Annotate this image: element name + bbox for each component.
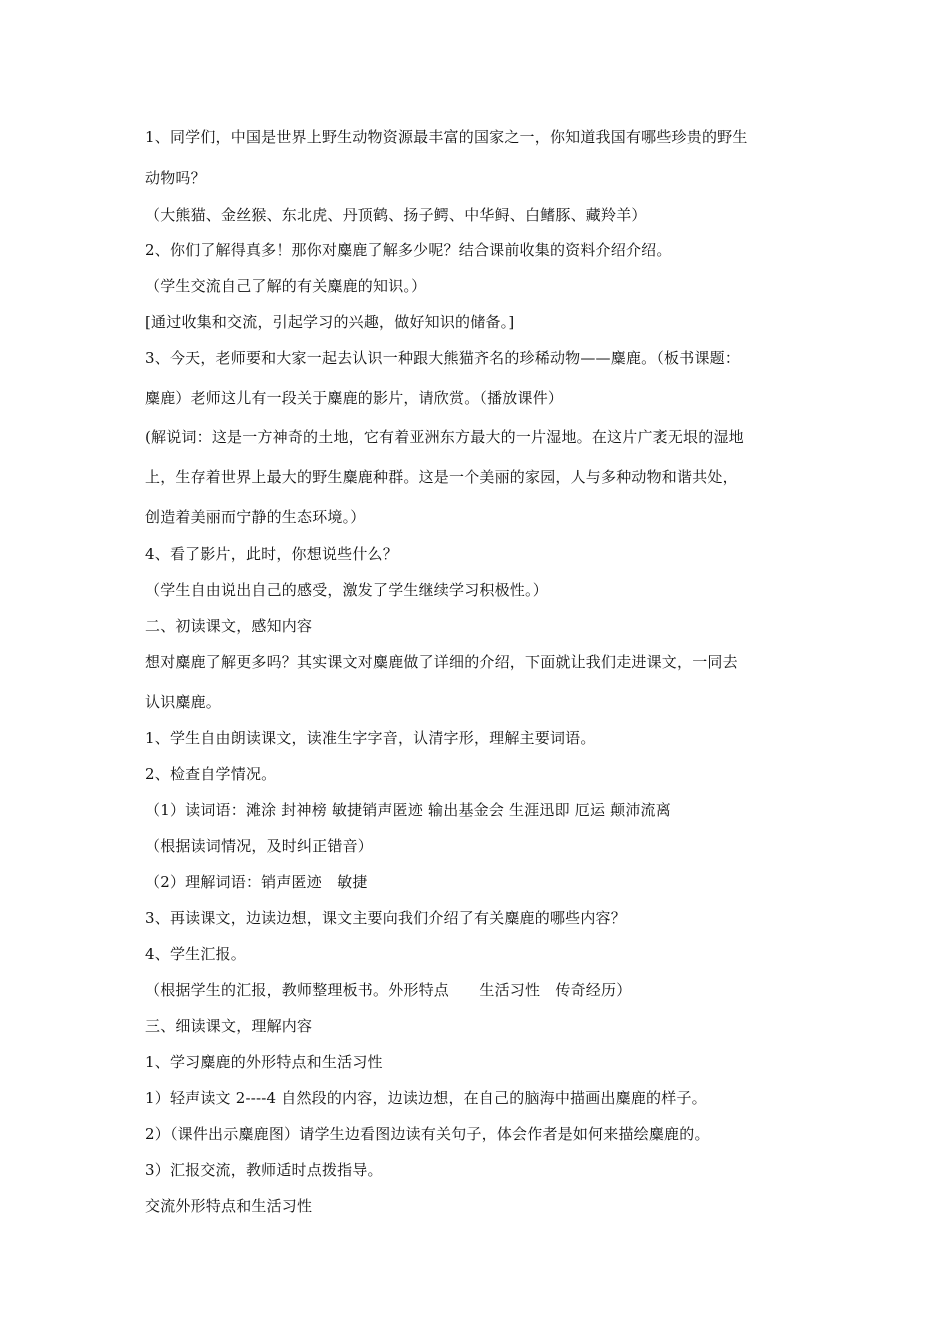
paragraph-line: 1）轻声读文 2----4 自然段的内容，边读边想，在自己的脑海中描画出麋鹿的样子。 xyxy=(145,1089,707,1107)
paragraph-line: (解说词：这是一方神奇的土地，它有着亚洲东方最大的一片湿地。在这片广袤无垠的湿地 xyxy=(145,428,744,446)
paragraph-line: 麋鹿）老师这儿有一段关于麋鹿的影片，请欣赏。（播放课件） xyxy=(145,389,564,407)
paragraph-line: （1）读词语：滩涂 封神榜 敏捷销声匿迹 输出基金会 生涯迅即 厄运 颠沛流离 xyxy=(145,801,671,819)
paragraph-line: 1、学习麋鹿的外形特点和生活习性 xyxy=(145,1053,383,1071)
paragraph-line: （学生自由说出自己的感受，激发了学生继续学习积极性。） xyxy=(145,581,548,599)
paragraph-line: 1、学生自由朗读课文，读准生字字音，认清字形，理解主要词语。 xyxy=(145,729,596,747)
paragraph-line: 2、你们了解得真多！那你对麋鹿了解多少呢？结合课前收集的资料介绍介绍。 xyxy=(145,241,672,259)
paragraph-line: （学生交流自己了解的有关麋鹿的知识。） xyxy=(145,277,427,295)
paragraph-line: 1、同学们，中国是世界上野生动物资源最丰富的国家之一，你知道我国有哪些珍贵的野生 xyxy=(145,128,748,146)
paragraph-line: 3）汇报交流，教师适时点拨指导。 xyxy=(145,1161,383,1179)
paragraph-line: 想对麋鹿了解更多吗？其实课文对麋鹿做了详细的介绍，下面就让我们走进课文，一同去 xyxy=(145,653,738,671)
paragraph-line: （大熊猫、金丝猴、东北虎、丹顶鹤、扬子鳄、中华鲟、白鳍豚、藏羚羊） xyxy=(145,206,647,224)
paragraph-line: 上，生存着世界上最大的野生麋鹿种群。这是一个美丽的家园，人与多种动物和谐共处， xyxy=(145,468,738,486)
paragraph-line: 3、再读课文，边读边想，课文主要向我们介绍了有关麋鹿的哪些内容？ xyxy=(145,909,626,927)
section-heading: 二、初读课文，感知内容 xyxy=(145,617,313,635)
paragraph-line: 3、今天，老师要和大家一起去认识一种跟大熊猫齐名的珍稀动物——麋鹿。（板书课题： xyxy=(145,349,741,367)
paragraph-line: 4、看了影片，此时，你想说些什么？ xyxy=(145,545,398,563)
paragraph-line: 认识麋鹿。 xyxy=(145,693,222,711)
paragraph-line: （根据学生的汇报，教师整理板书。外形特点 生活习性 传奇经历） xyxy=(145,981,632,999)
section-heading: 三、细读课文，理解内容 xyxy=(145,1017,313,1035)
paragraph-line: 2）（课件出示麋鹿图）请学生边看图边读有关句子，体会作者是如何来描绘麋鹿的。 xyxy=(145,1125,710,1143)
paragraph-line: （根据读词情况，及时纠正错音） xyxy=(145,837,374,855)
paragraph-line: [通过收集和交流，引起学习的兴趣，做好知识的储备。] xyxy=(145,313,515,331)
paragraph-line: 创造着美丽而宁静的生态环境。） xyxy=(145,508,366,526)
paragraph-line: 动物吗？ xyxy=(145,169,206,187)
paragraph-line: 2、检查自学情况。 xyxy=(145,765,277,783)
paragraph-line: （2）理解词语：销声匿迹 敏捷 xyxy=(145,873,368,891)
paragraph-line: 交流外形特点和生活习性 xyxy=(145,1197,313,1215)
paragraph-line: 4、学生汇报。 xyxy=(145,945,246,963)
